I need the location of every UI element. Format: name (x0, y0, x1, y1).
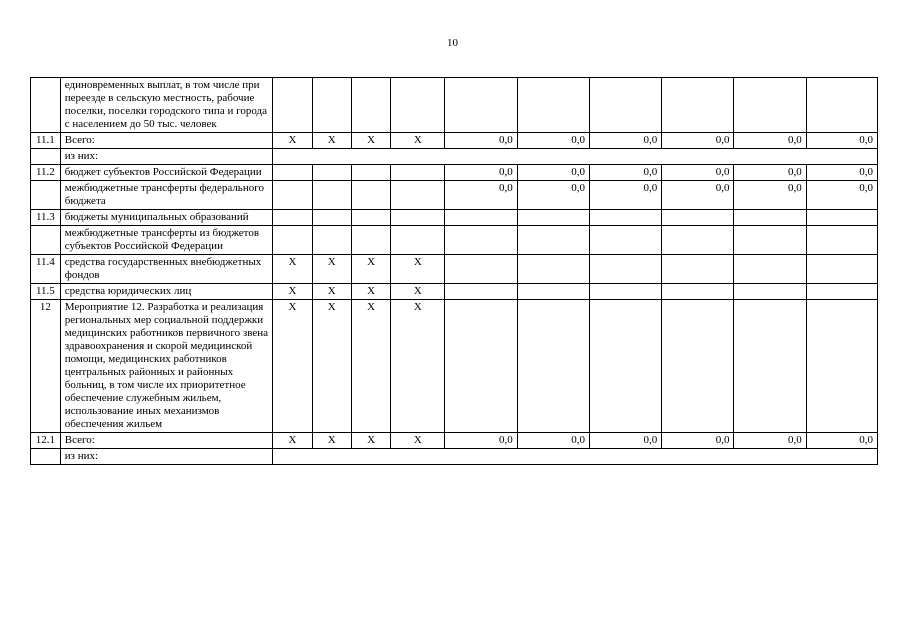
value-cell (662, 78, 734, 133)
value-cell: 0,0 (445, 133, 517, 149)
value-cell: 0,0 (445, 433, 517, 449)
value-cell (445, 210, 517, 226)
value-cell (589, 78, 661, 133)
x-mark-cell (312, 165, 351, 181)
merged-empty-cell (273, 449, 878, 465)
value-cell: 0,0 (445, 181, 517, 210)
value-cell (445, 226, 517, 255)
value-cell (517, 78, 589, 133)
budget-table (30, 77, 878, 465)
value-cell (662, 255, 734, 284)
value-cell: 0,0 (589, 165, 661, 181)
row-label-cell: из них: (60, 149, 273, 165)
x-mark-cell (312, 226, 351, 255)
x-mark-cell (273, 78, 312, 133)
row-number-cell (31, 149, 61, 165)
row-number-cell: 11.2 (31, 165, 61, 181)
value-cell (517, 210, 589, 226)
row-number-cell: 11.5 (31, 284, 61, 300)
value-cell (662, 210, 734, 226)
value-cell: 0,0 (662, 133, 734, 149)
x-mark-cell (273, 226, 312, 255)
value-cell (662, 284, 734, 300)
table-row (31, 255, 878, 284)
x-mark-cell (391, 181, 445, 210)
value-cell: 0,0 (517, 165, 589, 181)
x-mark-cell (391, 210, 445, 226)
x-mark-cell: X (273, 284, 312, 300)
x-mark-cell: X (351, 133, 390, 149)
table-row (31, 300, 878, 433)
row-label-cell: средства юридических лиц (60, 284, 273, 300)
value-cell (806, 226, 877, 255)
row-number-cell: 12.1 (31, 433, 61, 449)
x-mark-cell: X (273, 133, 312, 149)
x-mark-cell: X (312, 300, 351, 433)
x-mark-cell: X (273, 300, 312, 433)
row-number-cell (31, 78, 61, 133)
value-cell: 0,0 (445, 165, 517, 181)
x-mark-cell: X (391, 255, 445, 284)
value-cell: 0,0 (589, 133, 661, 149)
row-label-cell: из них: (60, 449, 273, 465)
value-cell: 0,0 (517, 133, 589, 149)
x-mark-cell: X (273, 433, 312, 449)
value-cell (662, 300, 734, 433)
value-cell: 0,0 (662, 181, 734, 210)
table-row (31, 133, 878, 149)
value-cell (517, 300, 589, 433)
value-cell (589, 255, 661, 284)
table-row (31, 181, 878, 210)
value-cell (662, 226, 734, 255)
x-mark-cell (351, 226, 390, 255)
x-mark-cell: X (312, 255, 351, 284)
table-row (31, 210, 878, 226)
value-cell (517, 255, 589, 284)
value-cell (589, 210, 661, 226)
x-mark-cell: X (391, 433, 445, 449)
value-cell: 0,0 (806, 181, 877, 210)
x-mark-cell: X (312, 284, 351, 300)
value-cell (806, 255, 877, 284)
x-mark-cell: X (351, 284, 390, 300)
row-label-cell: средства государственных внебюджетных фондов (60, 255, 273, 284)
x-mark-cell (312, 210, 351, 226)
row-label-cell: межбюджетные трансферты из бюджетов субъектов Российской Федерации (60, 226, 273, 255)
x-mark-cell (273, 210, 312, 226)
x-mark-cell: X (351, 255, 390, 284)
value-cell (445, 78, 517, 133)
value-cell (806, 78, 877, 133)
table-row (31, 226, 878, 255)
value-cell: 0,0 (662, 165, 734, 181)
x-mark-cell (273, 165, 312, 181)
value-cell: 0,0 (734, 433, 806, 449)
x-mark-cell (391, 78, 445, 133)
row-label-cell: межбюджетные трансферты федерального бюджета (60, 181, 273, 210)
row-number-cell: 11.3 (31, 210, 61, 226)
value-cell (734, 284, 806, 300)
row-number-cell: 12 (31, 300, 61, 433)
x-mark-cell (312, 181, 351, 210)
x-mark-cell (312, 78, 351, 133)
value-cell: 0,0 (662, 433, 734, 449)
x-mark-cell (351, 165, 390, 181)
table-row (31, 449, 878, 465)
value-cell: 0,0 (589, 181, 661, 210)
x-mark-cell: X (312, 133, 351, 149)
x-mark-cell: X (391, 133, 445, 149)
value-cell (806, 210, 877, 226)
row-label-cell: единовременных выплат, в том числе при переезде в сельскую местность, рабочие поселки, поселки городского типа и города с населением до 50 тыс. человек (60, 78, 273, 133)
value-cell: 0,0 (517, 433, 589, 449)
x-mark-cell (391, 165, 445, 181)
value-cell (517, 284, 589, 300)
value-cell (589, 284, 661, 300)
value-cell (589, 300, 661, 433)
value-cell: 0,0 (589, 433, 661, 449)
value-cell (734, 210, 806, 226)
table-row (31, 284, 878, 300)
x-mark-cell (351, 78, 390, 133)
x-mark-cell (351, 181, 390, 210)
row-label-cell: бюджет субъектов Российской Федерации (60, 165, 273, 181)
merged-empty-cell (273, 149, 878, 165)
row-number-cell (31, 181, 61, 210)
table-row (31, 149, 878, 165)
x-mark-cell: X (351, 433, 390, 449)
row-number-cell: 11.1 (31, 133, 61, 149)
row-label-cell: бюджеты муниципальных образований (60, 210, 273, 226)
row-label-cell: Всего: (60, 433, 273, 449)
value-cell (734, 300, 806, 433)
x-mark-cell: X (351, 300, 390, 433)
value-cell (806, 284, 877, 300)
table-row (31, 433, 878, 449)
value-cell: 0,0 (734, 165, 806, 181)
value-cell (734, 255, 806, 284)
value-cell: 0,0 (734, 181, 806, 210)
value-cell: 0,0 (517, 181, 589, 210)
x-mark-cell: X (312, 433, 351, 449)
row-number-cell: 11.4 (31, 255, 61, 284)
value-cell (806, 300, 877, 433)
row-number-cell (31, 226, 61, 255)
value-cell (445, 284, 517, 300)
row-label-cell: Всего: (60, 133, 273, 149)
x-mark-cell (351, 210, 390, 226)
x-mark-cell (273, 181, 312, 210)
page-number: 10 (447, 37, 458, 49)
value-cell: 0,0 (806, 133, 877, 149)
table-row (31, 165, 878, 181)
value-cell (445, 255, 517, 284)
row-number-cell (31, 449, 61, 465)
value-cell: 0,0 (806, 433, 877, 449)
row-label-cell: Мероприятие 12. Разработка и реализация региональных мер социальной поддержки медицинских работников первичного звена здравоохранения и скорой медицинской помощи, медицинских работников центральных районных и районных больниц, в том числе их приоритетное обеспечение служебным жильем, использование иных механизмов обеспечения жильем (60, 300, 273, 433)
x-mark-cell: X (391, 300, 445, 433)
value-cell (734, 78, 806, 133)
x-mark-cell: X (273, 255, 312, 284)
x-mark-cell (391, 226, 445, 255)
table-row (31, 78, 878, 133)
value-cell (517, 226, 589, 255)
value-cell: 0,0 (806, 165, 877, 181)
value-cell (734, 226, 806, 255)
value-cell (445, 300, 517, 433)
value-cell: 0,0 (734, 133, 806, 149)
x-mark-cell: X (391, 284, 445, 300)
value-cell (589, 226, 661, 255)
